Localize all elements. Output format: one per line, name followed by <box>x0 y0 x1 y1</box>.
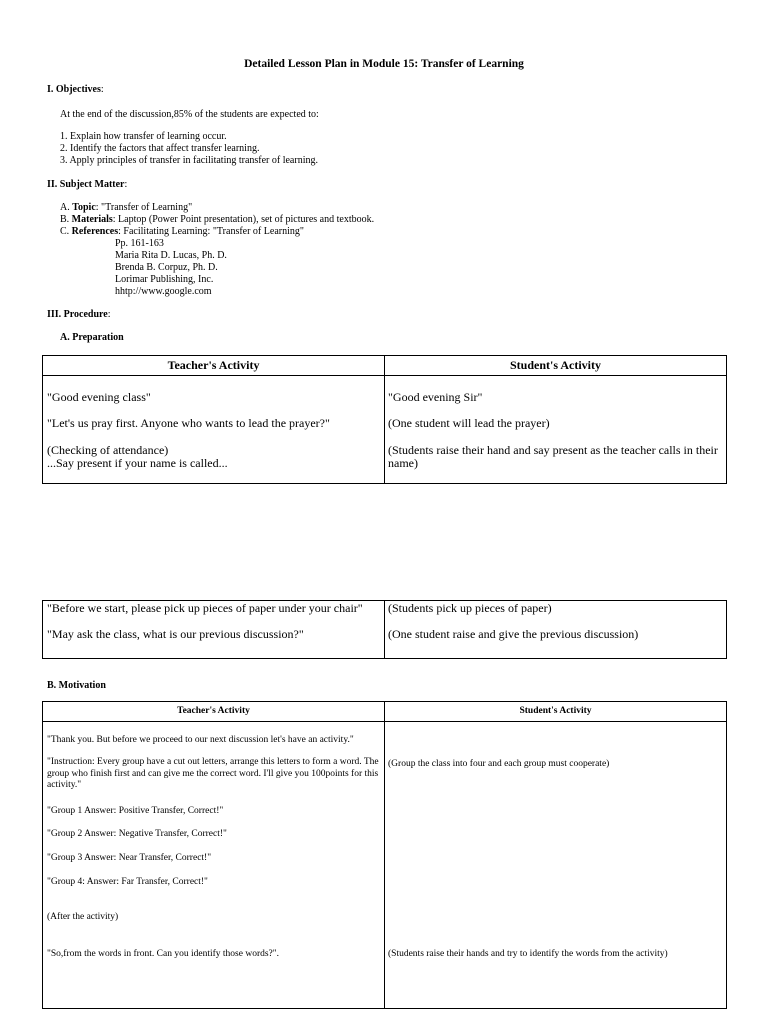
preparation-table <box>42 355 727 484</box>
objective-item-1: 1. Explain how transfer of learning occur. <box>60 131 227 142</box>
student-pick-paper: (Students pick up pieces of paper) <box>388 601 552 615</box>
group-1-answer: "Group 1 Answer: Positive Transfer, Correct!" <box>47 806 224 816</box>
motivation-teacher-header <box>43 702 385 722</box>
student-identify-words: (Students raise their hands and try to identify the words from the activity) <box>388 949 668 959</box>
materials-prefix: B. <box>60 214 72 225</box>
topic-value: : "Transfer of Learning" <box>95 202 193 213</box>
student-previous-discussion: (One student raise and give the previous discussion) <box>388 627 639 641</box>
teacher-identify-words: "So,from the words in front. Can you identify those words?". <box>47 949 280 959</box>
student-group-cooperate: (Group the class into four and each group must cooperate) <box>388 759 610 769</box>
motivation-student-header-text: Student's Activity <box>519 706 592 716</box>
student-greeting: "Good evening Sir" <box>388 390 483 404</box>
teacher-previous-discussion: "May ask the class, what is our previous discussion?" <box>47 627 304 641</box>
subject-matter-heading-text: II. Subject Matter <box>47 179 125 190</box>
group-4-answer: "Group 4: Answer: Far Transfer, Correct!" <box>47 877 208 887</box>
objective-item-3: 3. Apply principles of transfer in facilitating transfer of learning. <box>60 155 318 166</box>
teacher-thank-you: "Thank you. But before we proceed to our next discussion let's have an activity." <box>47 735 354 745</box>
motivation-table <box>42 701 727 1009</box>
preparation-student-cell-2 <box>385 601 727 659</box>
reference-author-1: Maria Rita D. Lucas, Ph. D. <box>115 250 227 261</box>
procedure-heading <box>47 309 111 321</box>
preparation-heading: A. Preparation <box>60 332 124 343</box>
reference-pages: Pp. 161-163 <box>115 238 164 249</box>
objectives-intro: At the end of the discussion,85% of the students are expected to: <box>60 109 319 120</box>
preparation-student-cell <box>385 376 727 484</box>
preparation-teacher-header <box>43 356 385 376</box>
teacher-paper-instruction: "Before we start, please pick up pieces of paper under your chair" <box>47 601 363 615</box>
preparation-teacher-header-text: Teacher's Activity <box>167 358 260 372</box>
teacher-prayer: "Let's us pray first. Anyone who wants to lead the prayer?" <box>47 416 330 430</box>
motivation-heading: B. Motivation <box>47 680 106 691</box>
objective-item-2: 2. Identify the factors that affect transfer learning. <box>60 143 260 154</box>
preparation-student-header-text: Student's Activity <box>509 358 601 372</box>
motivation-teacher-header-text: Teacher's Activity <box>177 706 250 716</box>
motivation-teacher-cell <box>43 722 385 1009</box>
subject-matter-heading-colon: : <box>124 179 128 190</box>
materials-line <box>60 214 374 226</box>
student-prayer: (One student will lead the prayer) <box>388 416 550 430</box>
motivation-student-cell <box>385 722 727 1009</box>
reference-url: hhtp://www.google.com <box>115 286 212 297</box>
teacher-attendance-note: ...Say present if your name is called... <box>47 456 228 470</box>
teacher-instruction: "Instruction: Every group have a cut out letters, arrange this letters to form a word. The group who finish first and can give me the correct word. I'll give you 100points for this activity." <box>47 757 379 790</box>
references-prefix: C. <box>60 226 72 237</box>
references-line <box>60 226 304 238</box>
teacher-attendance: (Checking of attendance) <box>47 443 169 457</box>
preparation-teacher-cell-2 <box>43 601 385 659</box>
objectives-heading <box>47 84 104 96</box>
teacher-after-activity: (After the activity) <box>47 912 119 922</box>
topic-prefix: A. <box>60 202 73 213</box>
preparation-teacher-cell <box>43 376 385 484</box>
motivation-student-header <box>385 702 727 722</box>
procedure-heading-text: III. Procedure <box>47 309 108 320</box>
materials-label: Materials <box>71 214 113 225</box>
preparation-student-header <box>385 356 727 376</box>
topic-line <box>60 202 192 214</box>
preparation-table-continued <box>42 600 727 659</box>
reference-publisher: Lorimar Publishing, Inc. <box>115 274 214 285</box>
objectives-heading-colon: : <box>100 84 104 95</box>
materials-value: : Laptop (Power Point presentation), set of pictures and textbook. <box>112 214 375 225</box>
group-3-answer: "Group 3 Answer: Near Transfer, Correct!" <box>47 853 212 863</box>
references-label: References <box>71 226 119 237</box>
subject-matter-heading <box>47 179 127 191</box>
procedure-heading-colon: : <box>107 309 111 320</box>
teacher-greeting: "Good evening class" <box>47 390 151 404</box>
student-attendance: (Students raise their hand and say present as the teacher calls in their name) <box>388 443 718 470</box>
reference-author-2: Brenda B. Corpuz, Ph. D. <box>115 262 218 273</box>
group-2-answer: "Group 2 Answer: Negative Transfer, Correct!" <box>47 829 227 839</box>
page-title: Detailed Lesson Plan in Module 15: Transfer of Learning <box>244 58 524 70</box>
topic-label: Topic <box>72 202 96 213</box>
objectives-heading-text: I. Objectives <box>47 84 101 95</box>
references-value: : Facilitating Learning: "Transfer of Learning" <box>118 226 304 237</box>
